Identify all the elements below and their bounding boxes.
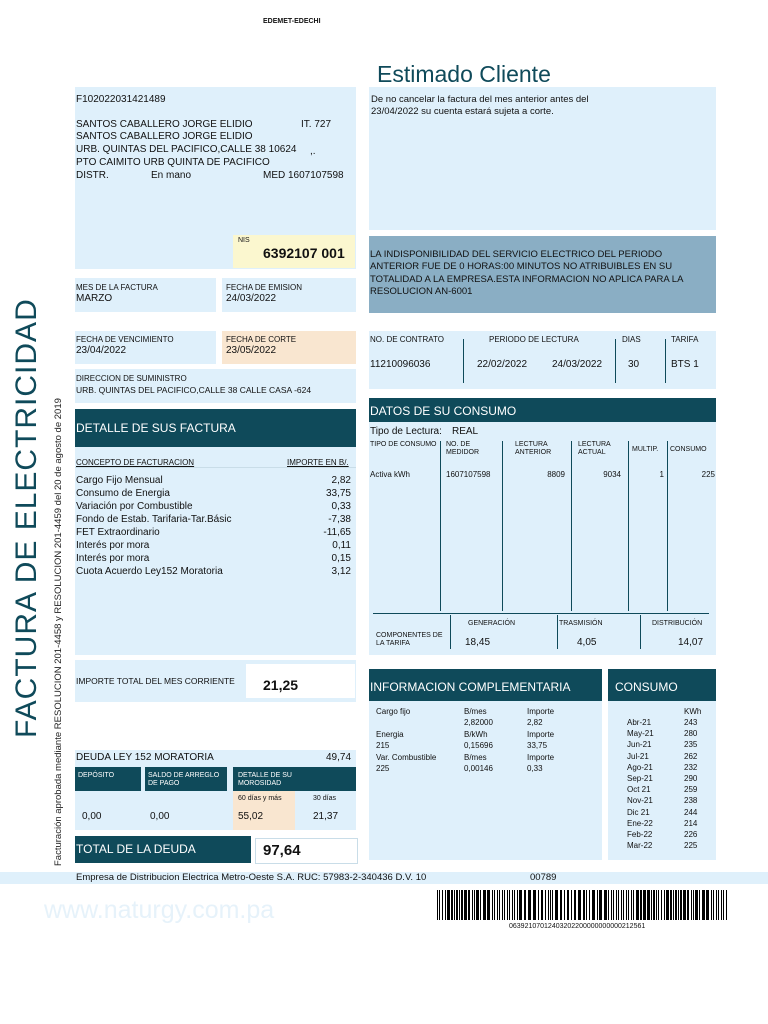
deposit-value: 0,00 xyxy=(82,811,102,822)
cut-warning-text: De no cancelar la factura del mes anterior antes del 23/04/2022 su cuenta estará sujeta a corte. xyxy=(371,94,589,117)
arrears-30-header: 30 días xyxy=(313,795,336,802)
history-unit: KWh xyxy=(684,707,702,716)
resolution-side-text: Facturación aprobada mediante RESOLUCION 201-4458 y RESOLUCION 201-4459 del 20 de agosto de 2019 xyxy=(53,398,64,866)
company-header: EDEMET-EDECHI xyxy=(263,18,321,25)
period-from: 22/02/2022 xyxy=(477,359,528,370)
invoice-month-label: MES DE LA FACTURA xyxy=(76,283,158,292)
history-month: Dic 21 xyxy=(627,807,650,817)
billing-item-concept: Cargo Fijo Mensual xyxy=(76,475,163,486)
history-month: Ene-22 xyxy=(627,818,653,828)
cut-date: 23/05/2022 xyxy=(226,345,277,356)
arrears-30-value: 21,37 xyxy=(313,811,339,822)
customer-it: IT. 727 xyxy=(301,119,332,130)
info-row-label: Var. Combustible xyxy=(376,753,437,762)
tariff-components-label: COMPONENTES DE LA TARIFA xyxy=(376,632,443,647)
history-title: CONSUMO xyxy=(615,680,678,694)
info-row-amount: Importe xyxy=(527,730,555,739)
month-total-label: IMPORTE TOTAL DEL MES CORRIENTE xyxy=(76,676,235,686)
info-row-amount: 0,33 xyxy=(527,764,543,773)
days-header: DIAS xyxy=(622,335,641,344)
contract-header: NO. DE CONTRATO xyxy=(370,335,444,344)
billing-item-concept: Variación por Combustible xyxy=(76,501,193,512)
curr-reading-header: LECTURA ACTUAL xyxy=(578,441,611,456)
history-month: Sep-21 xyxy=(627,774,653,783)
billing-item-amount: 0,33 xyxy=(331,501,351,512)
reading-type-label: Tipo de Lectura: xyxy=(370,426,442,437)
barcode-number: 06392107012403202200000000000212561 xyxy=(509,923,646,930)
due-date: 23/04/2022 xyxy=(76,345,127,356)
invoice-month: MARZO xyxy=(76,293,113,304)
period-to: 24/03/2022 xyxy=(552,359,603,370)
info-row-label: Cargo fijo xyxy=(376,707,411,716)
footer-company: Empresa de Distribucion Electrica Metro-Oeste S.A. RUC: 57983-2-340436 D.V. 10 xyxy=(76,872,427,883)
distribution-header: DISTRIBUCIÓN xyxy=(652,620,703,627)
billing-item-concept: Interés por mora xyxy=(76,540,150,551)
history-month: Ago-21 xyxy=(627,762,653,772)
amount-header: IMPORTE EN B/. xyxy=(287,458,349,467)
barcode-icon xyxy=(437,890,730,920)
type-header: TIPO DE CONSUMO xyxy=(370,441,437,448)
footer-code: 00789 xyxy=(530,872,557,883)
history-value: 243 xyxy=(684,718,698,727)
balance-value: 0,00 xyxy=(150,811,170,822)
debt-value: 49,74 xyxy=(326,752,352,763)
history-month: Jun-21 xyxy=(627,740,652,750)
customer-name: SANTOS CABALLERO JORGE ELIDIO xyxy=(76,119,253,130)
prev-reading-header: LECTURA ANTERIOR xyxy=(515,441,552,456)
history-month: Jul-21 xyxy=(627,751,649,761)
info-row-unit: B/mes xyxy=(464,753,487,762)
history-value: 280 xyxy=(684,729,698,739)
history-month: Nov-21 xyxy=(627,796,653,806)
billing-title: DETALLE DE SUS FACTURA xyxy=(76,421,236,435)
history-month: Oct 21 xyxy=(627,785,651,795)
cut-date-label: FECHA DE CORTE xyxy=(226,335,297,344)
generation-value: 18,45 xyxy=(465,637,491,648)
concept-header: CONCEPTO DE FACTURACION xyxy=(76,458,195,467)
billing-item-amount: 3,12 xyxy=(331,566,351,577)
invoice-id: F102022031421489 xyxy=(76,94,166,105)
website-watermark: www.naturgy.com.pa xyxy=(44,896,275,924)
billing-item-amount: 0,11 xyxy=(332,540,351,551)
info-row-amount: Importe xyxy=(527,753,555,762)
total-debt-label: TOTAL DE LA DEUDA xyxy=(76,842,196,856)
billing-item-amount: 2,82 xyxy=(331,475,351,486)
deposit-header: DEPÓSITO xyxy=(78,772,115,779)
history-value: 244 xyxy=(684,807,698,817)
billing-item-concept: Consumo de Energia xyxy=(76,488,170,499)
distr-label: DISTR. xyxy=(76,170,109,181)
info-row-amount: 2,82 xyxy=(527,718,543,727)
info-row-unit: 2,82000 xyxy=(464,718,493,727)
meter-number: MED 1607107598 xyxy=(263,170,344,181)
billing-item-amount: -11,65 xyxy=(323,527,351,538)
history-value: 235 xyxy=(684,740,698,750)
tariff-header: TARIFA xyxy=(671,335,699,344)
info-row-unit: B/mes xyxy=(464,707,487,716)
history-month: May-21 xyxy=(627,729,654,739)
delivery-mode: En mano xyxy=(151,170,192,181)
consumption-header: CONSUMO xyxy=(670,446,707,453)
supply-label: DIRECCION DE SUMINISTRO xyxy=(76,374,187,383)
nis-value: 6392107 001 xyxy=(263,245,345,261)
transmission-value: 4,05 xyxy=(577,637,597,648)
days-value: 30 xyxy=(628,359,640,370)
billing-item-amount: 33,75 xyxy=(325,488,351,499)
billing-item-concept: Fondo de Estab. Tarifaria-Tar.Básic xyxy=(76,514,232,525)
history-month: Feb-22 xyxy=(627,830,653,839)
arrears-60-value: 55,02 xyxy=(238,811,264,822)
nis-label: NIS xyxy=(238,237,250,244)
billing-item-amount: 0,15 xyxy=(331,553,351,564)
history-value: 214 xyxy=(684,818,698,828)
consumption-type: Activa kWh xyxy=(370,470,411,479)
period-header: PERIODO DE LECTURA xyxy=(489,335,579,344)
total-debt-value: 97,64 xyxy=(263,842,301,859)
service-notice-text: LA INDISPONIBILIDAD DEL SERVICIO ELECTRICO DEL PERIODO ANTERIOR FUE DE 0 HORAS:00 MINUTOS NO ATRIBUIBLES EN SU TOTALIDAD A LA EMPRESA.ESTA INFORMACION NO APLICA PARA LA RESOLUCION AN-6001 xyxy=(370,249,683,297)
meter-header: NO. DE MEDIDOR xyxy=(446,441,480,456)
arrears-60-header: 60 días y más xyxy=(238,795,282,802)
distribution-value: 14,07 xyxy=(678,637,704,648)
info-row-unit: B/kWh xyxy=(464,730,488,739)
multiplier-value: 1 xyxy=(659,470,664,479)
consumption-meter: 1607107598 xyxy=(446,470,491,479)
customer-name-2: SANTOS CABALLERO JORGE ELIDIO xyxy=(76,131,253,142)
info-row-label: 215 xyxy=(376,741,390,750)
invoice-side-title: FACTURA DE ELECTRICIDAD xyxy=(10,298,43,738)
billing-item-concept: Interés por mora xyxy=(76,553,150,564)
arrears-header: DETALLE DE SU MOROSIDAD xyxy=(238,772,292,787)
customer-address: URB. QUINTAS DEL PACIFICO,CALLE 38 10624 xyxy=(76,144,297,155)
multiplier-header: MULTIP. xyxy=(632,446,659,453)
due-label: FECHA DE VENCIMIENTO xyxy=(76,335,174,344)
consumption-title: DATOS DE SU CONSUMO xyxy=(370,404,517,418)
history-value: 238 xyxy=(684,796,698,806)
info-row-unit: 0,00146 xyxy=(464,764,493,773)
billing-item-concept: FET Extraordinario xyxy=(76,527,160,538)
info-row-unit: 0,15696 xyxy=(464,741,493,750)
history-value: 290 xyxy=(684,774,698,783)
history-box xyxy=(608,701,716,860)
debt-label: DEUDA LEY 152 MORATORIA xyxy=(76,752,214,763)
info-row-amount: Importe xyxy=(527,707,555,716)
month-total-value: 21,25 xyxy=(263,677,299,693)
prev-reading: 8809 xyxy=(547,470,565,479)
consumption-value: 225 xyxy=(701,470,715,479)
generation-header: GENERACIÓN xyxy=(468,620,516,627)
customer-address-2: PTO CAIMITO URB QUINTA DE PACIFICO xyxy=(76,157,270,168)
transmission-header: TRASMISIÓN xyxy=(559,620,603,627)
tariff-value: BTS 1 xyxy=(671,359,699,370)
info-row-label: Energia xyxy=(376,730,404,739)
balance-header: SALDO DE ARREGLO DE PAGO xyxy=(148,772,220,787)
customer-comma: ,. xyxy=(310,146,316,157)
history-value: 262 xyxy=(684,751,698,761)
info-title: INFORMACION COMPLEMENTARIA xyxy=(370,680,571,694)
contract-number: 11210096036 xyxy=(370,359,431,370)
emission-date: 24/03/2022 xyxy=(226,293,277,304)
emission-label: FECHA DE EMISION xyxy=(226,283,303,292)
supply-address: URB. QUINTAS DEL PACIFICO,CALLE 38 CALLE CASA -624 xyxy=(76,385,312,395)
info-row-label: 225 xyxy=(376,764,390,773)
greeting-title: Estimado Cliente xyxy=(377,61,551,87)
history-value: 232 xyxy=(684,762,698,772)
history-month: Mar-22 xyxy=(627,841,653,851)
history-month: Abr-21 xyxy=(627,718,652,727)
history-value: 259 xyxy=(684,785,698,795)
billing-item-concept: Cuota Acuerdo Ley152 Moratoria xyxy=(76,566,223,577)
reading-type: REAL xyxy=(452,426,479,437)
curr-reading: 9034 xyxy=(603,470,621,479)
history-value: 225 xyxy=(684,841,698,851)
info-row-amount: 33,75 xyxy=(527,741,548,750)
history-value: 226 xyxy=(684,830,698,839)
billing-item-amount: -7,38 xyxy=(328,514,351,525)
